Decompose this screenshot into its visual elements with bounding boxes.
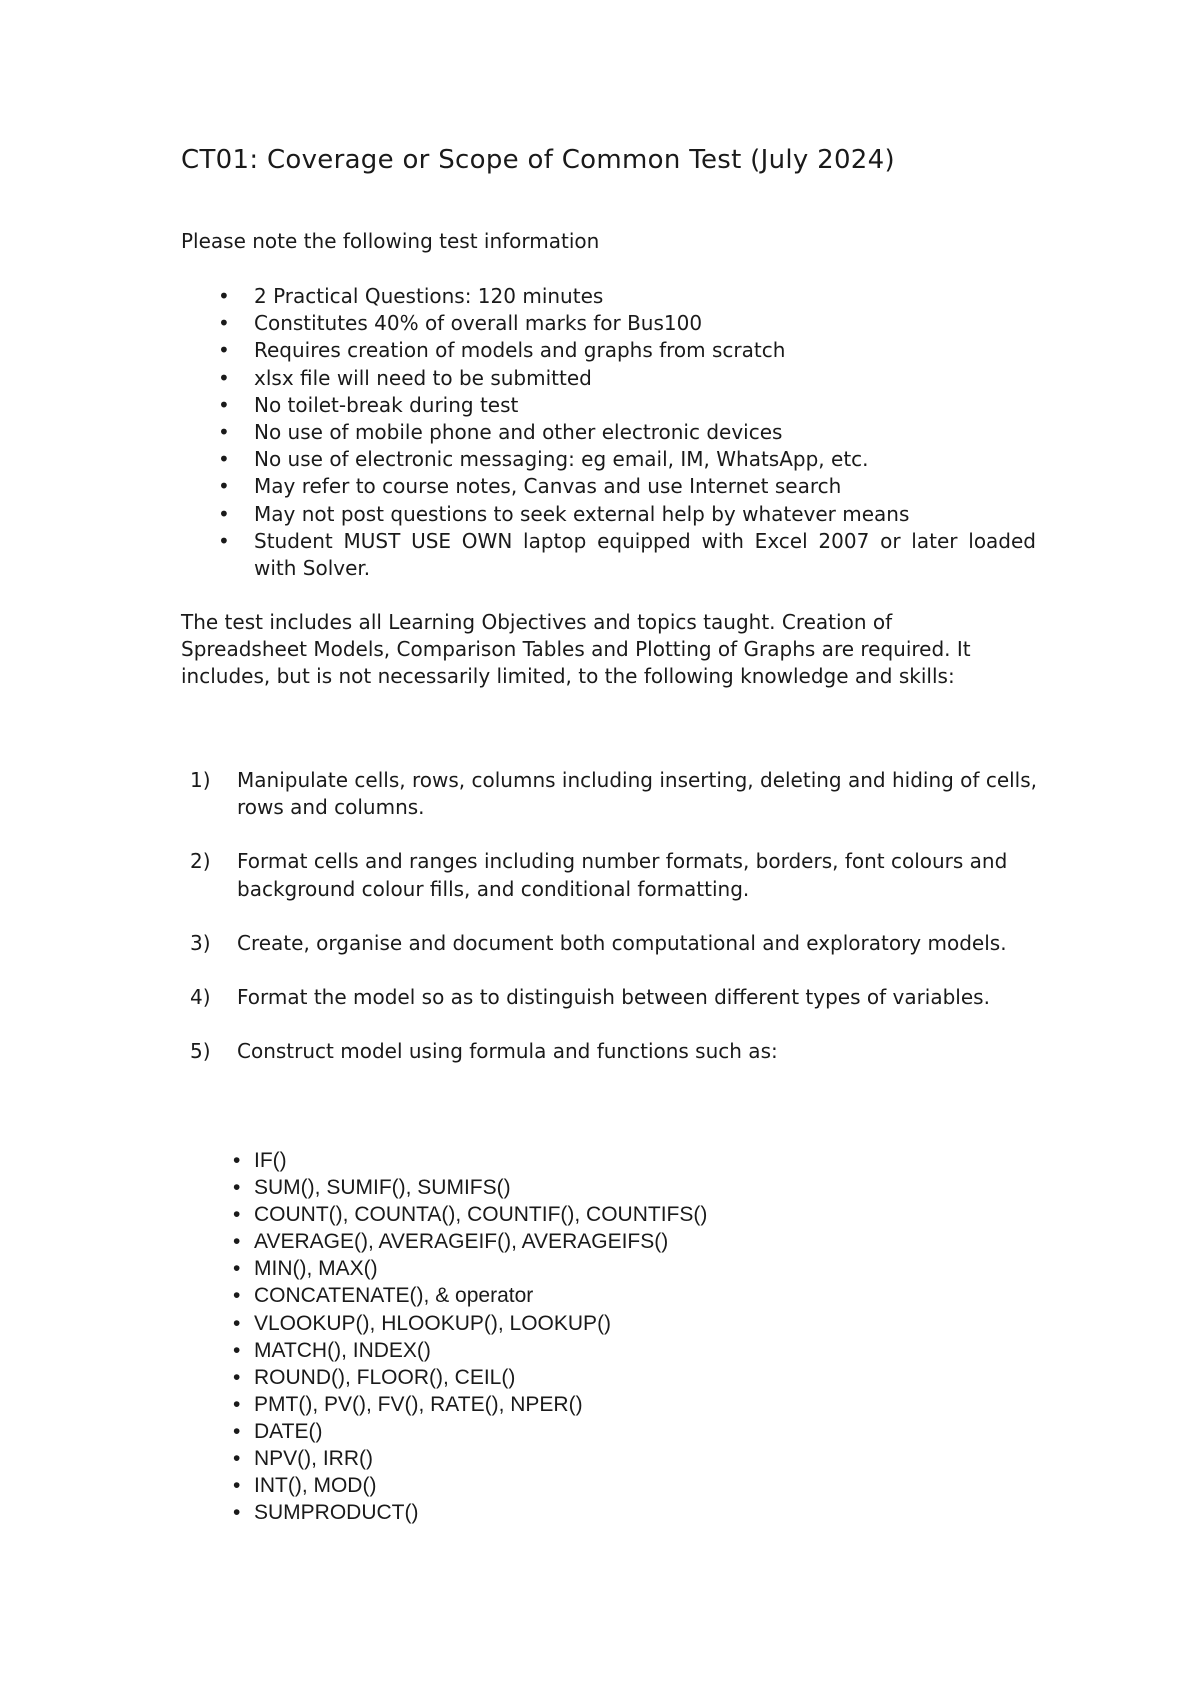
numbered-item xyxy=(181,1038,1041,1065)
item-number: 1) xyxy=(190,768,211,792)
intro-text: Please note the following test information xyxy=(181,229,600,253)
scope-paragraph: The test includes all Learning Objectives and topics taught. Creation of Spreadsheet Models, Comparison Tables and Plotting of Graphs are required. It includes, but is not necessarily limited, to the following knowledge and skills: xyxy=(181,610,971,689)
list-item xyxy=(181,419,1036,446)
list-item-text: Constitutes 40% of overall marks for Bus100 xyxy=(254,311,703,336)
bullet-icon: • xyxy=(218,311,230,336)
list-item-text: No use of mobile phone and other electronic devices xyxy=(254,420,783,445)
function-item xyxy=(233,1201,707,1228)
bullet-icon: • xyxy=(233,1365,241,1389)
function-text: SUMPRODUCT() xyxy=(254,1501,419,1525)
numbered-item xyxy=(181,767,1041,821)
bullet-icon: • xyxy=(233,1203,241,1227)
item-number: 3) xyxy=(190,930,211,955)
bullet-icon: • xyxy=(233,1284,241,1308)
bullet-icon: • xyxy=(233,1419,241,1443)
list-item-text: Student MUST USE OWN laptop equipped with Excel 2007 or later loaded with Solver. xyxy=(254,528,1036,581)
bullet-icon: • xyxy=(233,1230,241,1254)
list-item-text: May not post questions to seek external help by whatever means xyxy=(254,501,910,526)
numbered-item xyxy=(181,930,1041,957)
bullet-icon: • xyxy=(218,474,230,499)
skills-list xyxy=(181,767,1041,1092)
list-item-text: May refer to course notes, Canvas and use Internet search xyxy=(254,474,842,499)
item-number: 4) xyxy=(190,985,211,1010)
list-item-text: 2 Practical Questions: 120 minutes xyxy=(254,284,604,308)
function-text: CONCATENATE(), & operator xyxy=(254,1284,534,1308)
function-item xyxy=(233,1472,707,1499)
item-text: Format the model so as to distinguish between different types of variables. xyxy=(237,985,990,1010)
function-text: VLOOKUP(), HLOOKUP(), LOOKUP() xyxy=(254,1311,612,1335)
item-number: 2) xyxy=(190,849,211,874)
list-item xyxy=(181,365,1036,392)
function-text: ROUND(), FLOOR(), CEIL() xyxy=(254,1365,516,1389)
bullet-icon: • xyxy=(233,1447,241,1471)
test-info-list xyxy=(181,283,1036,582)
list-item xyxy=(181,337,1036,364)
function-text: IF() xyxy=(254,1149,287,1172)
list-item-text: No use of electronic messaging: eg email, IM, WhatsApp, etc. xyxy=(254,447,869,472)
list-item xyxy=(181,392,1036,419)
bullet-icon: • xyxy=(218,338,230,363)
bullet-icon: • xyxy=(233,1474,241,1498)
function-text: AVERAGE(), AVERAGEIF(), AVERAGEIFS() xyxy=(254,1230,669,1254)
function-item xyxy=(233,1147,707,1174)
function-item xyxy=(233,1445,707,1472)
numbered-item xyxy=(181,848,1041,902)
list-item-text: No toilet-break during test xyxy=(254,392,519,417)
bullet-icon: • xyxy=(218,447,230,472)
bullet-icon: • xyxy=(218,392,230,417)
bullet-icon: • xyxy=(218,365,230,390)
function-item xyxy=(233,1310,707,1337)
function-item xyxy=(233,1337,707,1364)
bullet-icon: • xyxy=(218,284,230,308)
page-title: CT01: Coverage or Scope of Common Test (July 2024) xyxy=(181,145,895,175)
bullet-icon: • xyxy=(233,1257,241,1281)
function-text: NPV(), IRR() xyxy=(254,1447,373,1471)
bullet-icon: • xyxy=(233,1392,241,1416)
function-item xyxy=(233,1228,707,1255)
function-item xyxy=(233,1255,707,1282)
bullet-icon: • xyxy=(218,420,230,445)
function-text: SUM(), SUMIF(), SUMIFS() xyxy=(254,1176,511,1200)
list-item-text: Requires creation of models and graphs from scratch xyxy=(254,338,786,363)
function-item xyxy=(233,1391,707,1418)
function-item xyxy=(233,1174,707,1201)
functions-list xyxy=(233,1147,707,1526)
list-item xyxy=(181,446,1036,473)
item-number: 5) xyxy=(190,1039,211,1064)
list-item xyxy=(181,283,1036,310)
bullet-icon: • xyxy=(233,1311,241,1335)
list-item-text: xlsx file will need to be submitted xyxy=(254,365,592,390)
numbered-item xyxy=(181,984,1041,1011)
function-text: COUNT(), COUNTA(), COUNTIF(), COUNTIFS() xyxy=(254,1203,708,1227)
list-item xyxy=(181,473,1036,500)
bullet-icon: • xyxy=(233,1149,241,1172)
bullet-icon: • xyxy=(233,1338,241,1362)
item-text: Create, organise and document both computational and exploratory models. xyxy=(237,930,1007,955)
bullet-icon: • xyxy=(218,528,230,553)
list-item xyxy=(181,528,1036,582)
item-text: Construct model using formula and functions such as: xyxy=(237,1039,778,1064)
function-item xyxy=(233,1364,707,1391)
function-text: DATE() xyxy=(254,1419,323,1443)
function-text: PMT(), PV(), FV(), RATE(), NPER() xyxy=(254,1392,583,1416)
list-item xyxy=(181,310,1036,337)
function-text: INT(), MOD() xyxy=(254,1474,377,1498)
item-text: Manipulate cells, rows, columns including inserting, deleting and hiding of cells, rows and columns. xyxy=(237,768,1038,820)
item-text: Format cells and ranges including number formats, borders, font colours and background colour fills, and conditional formatting. xyxy=(237,849,1008,901)
function-item xyxy=(233,1282,707,1309)
function-text: MATCH(), INDEX() xyxy=(254,1338,431,1362)
bullet-icon: • xyxy=(218,501,230,526)
function-item xyxy=(233,1499,707,1526)
function-item xyxy=(233,1418,707,1445)
bullet-icon: • xyxy=(233,1176,241,1200)
function-text: MIN(), MAX() xyxy=(254,1257,378,1281)
bullet-icon: • xyxy=(233,1501,241,1525)
list-item xyxy=(181,501,1036,528)
